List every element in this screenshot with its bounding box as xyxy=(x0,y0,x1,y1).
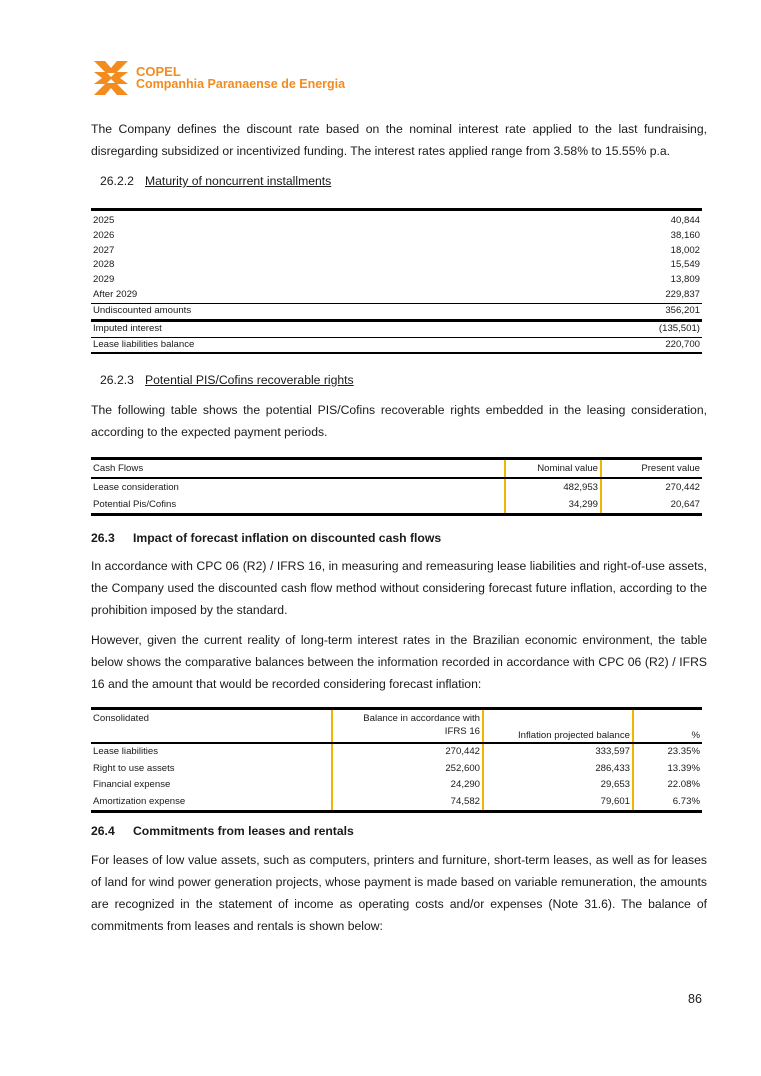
header-nominal-value: Nominal value xyxy=(505,459,601,479)
table-row xyxy=(91,478,702,496)
projected-value: 333,597 xyxy=(483,743,633,761)
table-row xyxy=(91,210,702,229)
header-balance-ifrs16 xyxy=(332,709,483,744)
row-label: Imputed interest xyxy=(93,322,162,334)
percent-value: 22.08% xyxy=(667,779,700,790)
row-label: 2028 xyxy=(93,259,115,271)
row-label: Lease consideration xyxy=(93,482,179,493)
table-row xyxy=(91,229,702,244)
header-percent: % xyxy=(633,709,702,744)
nominal-value: 34,299 xyxy=(505,496,601,515)
header-cash-flows: Cash Flows xyxy=(91,459,505,479)
ifrs16-value: 24,290 xyxy=(332,777,483,794)
row-value: (135,501) xyxy=(658,322,700,334)
table-row xyxy=(91,273,702,288)
inflation-table xyxy=(91,707,702,813)
section-number: 26.2.3 xyxy=(100,373,134,387)
row-value: 220,700 xyxy=(519,337,702,353)
company-name: Companhia Paranaense de Energia xyxy=(136,77,346,91)
company-logo xyxy=(93,60,353,96)
row-value: 38,160 xyxy=(670,229,700,241)
table-row xyxy=(91,244,702,259)
section-title: Potential PIS/Cofins recoverable rights xyxy=(145,373,354,387)
undiscounted-row xyxy=(91,303,702,320)
header-inflation-projected: Inflation projected balance xyxy=(483,709,633,744)
present-value: 270,442 xyxy=(665,482,700,493)
section-title: Commitments from leases and rentals xyxy=(133,824,354,838)
inflation-paragraph-2: However, given the current reality of long-term interest rates in the Brazilian economic environment, the table below shows the comparative balances between the information recorded in accordance with CPC 06 (R2) / IFRS 16 and the amount that would be recorded considering forecast inflation: xyxy=(91,633,707,691)
row-label: 2027 xyxy=(93,244,115,256)
table-row xyxy=(91,288,702,303)
percent-value: 13.39% xyxy=(667,762,700,774)
section-heading-26-3 xyxy=(91,530,441,546)
projected-value: 79,601 xyxy=(483,794,633,812)
section-title: Impact of forecast inflation on discounted cash flows xyxy=(133,531,442,545)
row-label: 2026 xyxy=(93,229,115,241)
ifrs16-value: 252,600 xyxy=(332,761,483,778)
projected-value: 29,653 xyxy=(483,777,633,794)
section-title: Maturity of noncurrent installments xyxy=(145,174,332,188)
table-header-row xyxy=(91,709,702,744)
percent-value: 23.35% xyxy=(667,746,700,757)
commitments-paragraph: For leases of low value assets, such as computers, printers and furniture, short-term leases, as well as for leases of land for wind power generation projects, whose payment is made based on variable remuneration, the amounts are recognized in the statement of income as operating costs and/or expenses (Note 31.6). The balance of commitments from leases and rentals is shown below: xyxy=(91,853,707,933)
copel-logo-icon xyxy=(93,60,129,96)
row-value: 356,201 xyxy=(519,303,702,320)
section-heading-26-4 xyxy=(91,823,354,839)
balance-row xyxy=(91,337,702,353)
table-row xyxy=(91,743,702,761)
inflation-paragraph-1: In accordance with CPC 06 (R2) / IFRS 16, in measuring and remeasuring lease liabilities and right-of-use assets, the Company used the discounted cash flow method without considering forecast future inflation, according to the prohibition imposed by the standard. xyxy=(91,559,707,617)
header-line-2: IFRS 16 xyxy=(444,726,480,737)
header-present-value: Present value xyxy=(601,459,702,479)
row-value: 40,844 xyxy=(670,215,700,226)
table-header-row xyxy=(91,459,702,479)
row-value: 15,549 xyxy=(670,259,700,271)
maturity-table xyxy=(91,208,702,354)
row-label: Lease liabilities xyxy=(93,746,159,757)
imputed-interest-row xyxy=(91,320,702,337)
row-label: After 2029 xyxy=(93,288,138,300)
row-label: Right to use assets xyxy=(93,762,175,774)
pis-paragraph: The following table shows the potential PIS/Cofins recoverable rights embedded in the leasing consideration, according to the expected payment periods. xyxy=(91,403,707,439)
row-label: Undiscounted amounts xyxy=(91,303,519,320)
table-row xyxy=(91,777,702,794)
section-heading-26-2-3 xyxy=(100,372,354,388)
row-label: Amortization expense xyxy=(93,795,186,807)
row-label: Financial expense xyxy=(93,779,171,790)
row-label: Potential Pis/Cofins xyxy=(93,499,177,510)
section-heading-26-2-2 xyxy=(100,173,331,189)
page-number: 86 xyxy=(688,992,702,1006)
ifrs16-value: 270,442 xyxy=(332,743,483,761)
ifrs16-value: 74,582 xyxy=(332,794,483,812)
row-value: 13,809 xyxy=(670,274,700,286)
table-row xyxy=(91,761,702,778)
pis-cofins-table xyxy=(91,457,702,516)
row-label: 2025 xyxy=(93,215,115,226)
intro-paragraph: The Company defines the discount rate based on the nominal interest rate applied to the last fundraising, disregarding subsidized or incentivized funding. The interest rates applied range from 3.58% to 15.55% p.a. xyxy=(91,122,707,158)
table-row xyxy=(91,496,702,515)
table-row xyxy=(91,794,702,812)
section-number: 26.4 xyxy=(91,824,115,838)
present-value: 20,647 xyxy=(670,499,700,510)
section-number: 26.3 xyxy=(91,531,115,545)
section-number: 26.2.2 xyxy=(100,174,134,188)
row-label: 2029 xyxy=(93,274,115,286)
row-value: 18,002 xyxy=(670,244,700,256)
row-label: Lease liabilities balance xyxy=(91,337,519,353)
row-value: 229,837 xyxy=(665,288,700,300)
header-line-1: Balance in accordance with xyxy=(363,713,480,724)
header-consolidated: Consolidated xyxy=(91,709,332,744)
projected-value: 286,433 xyxy=(483,761,633,778)
brand-name: COPEL xyxy=(136,64,181,79)
percent-value: 6.73% xyxy=(672,795,700,807)
nominal-value: 482,953 xyxy=(505,478,601,496)
table-row xyxy=(91,258,702,273)
